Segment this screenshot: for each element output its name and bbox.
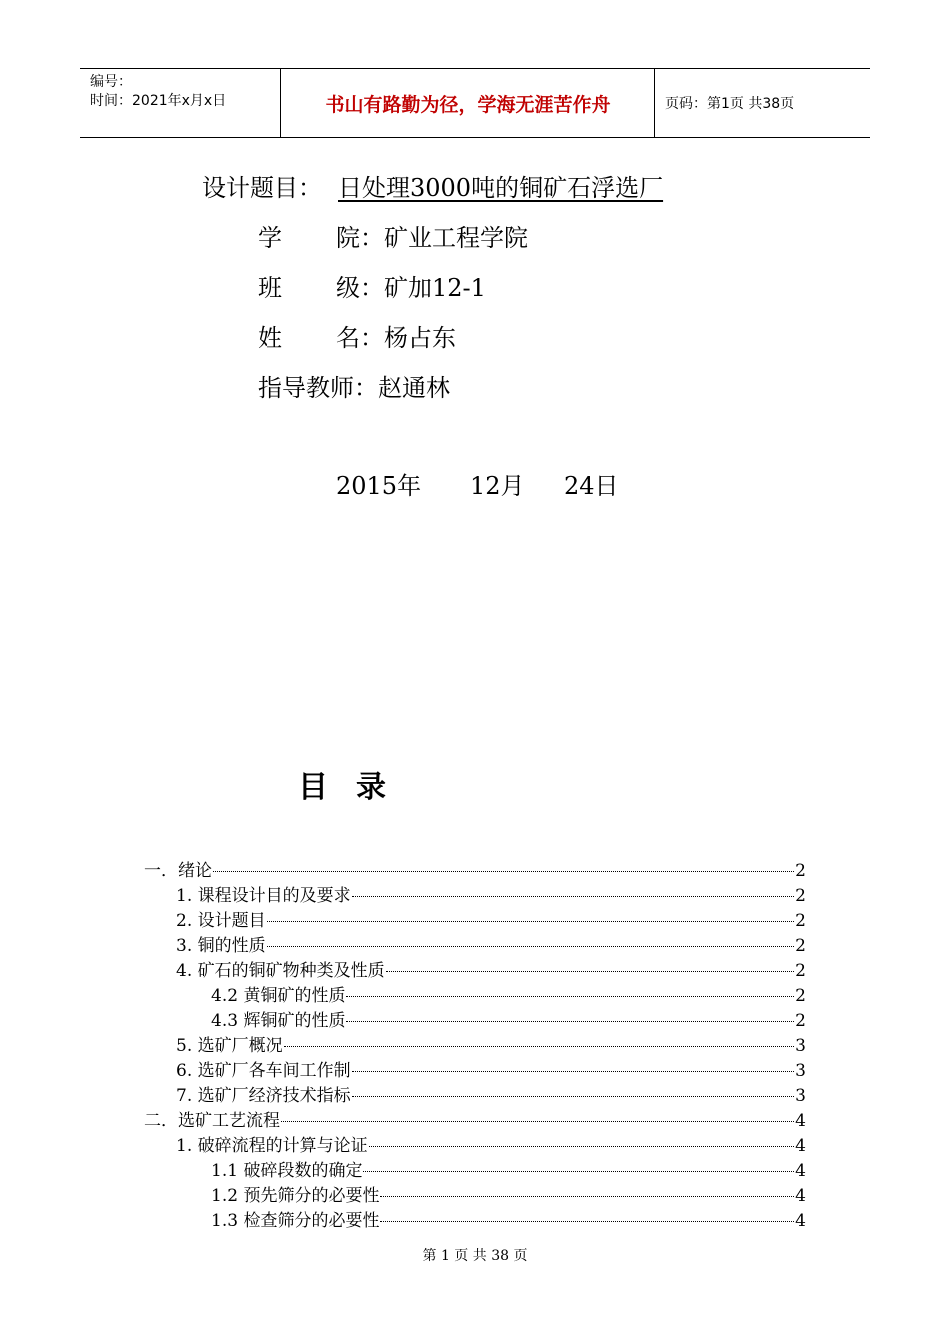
college-label-b: 院：	[336, 224, 384, 252]
toc-leader	[352, 896, 795, 897]
toc-entry[interactable]	[211, 1206, 806, 1230]
toc-leader	[369, 1146, 795, 1147]
advisor-label: 指导教师：	[258, 374, 378, 402]
toc-leader	[363, 1171, 794, 1172]
toc-title-a: 目	[298, 770, 328, 805]
toc-entry[interactable]	[176, 956, 806, 980]
date-month: 12月	[470, 472, 525, 500]
toc-leader	[267, 946, 795, 947]
toc-entry[interactable]	[176, 1031, 806, 1055]
college-value: 矿业工程学院	[384, 224, 528, 252]
college-label-a: 学	[258, 224, 282, 252]
advisor-value: 赵通林	[378, 374, 450, 402]
header-number: 编号：	[90, 74, 132, 90]
toc-entry-page: 2	[795, 861, 806, 881]
design-topic-value: 日处理3000吨的铜矿石浮选厂	[338, 174, 664, 202]
toc-entry[interactable]	[144, 856, 806, 880]
toc-leader	[386, 971, 795, 972]
toc-leader	[213, 871, 794, 872]
toc-entry-text: 1.2 预先筛分的必要性	[211, 1186, 380, 1206]
toc-entry[interactable]	[176, 1056, 806, 1080]
toc-entry-page: 2	[795, 886, 806, 906]
toc-leader	[284, 1046, 795, 1047]
name-value: 杨占东	[384, 324, 456, 352]
name-line	[258, 318, 456, 353]
toc-entry-text: 1.3 检查筛分的必要性	[211, 1211, 380, 1231]
page-footer: 第 1 页 共 38 页	[422, 1248, 528, 1264]
toc-leader	[281, 1121, 794, 1122]
toc-title-b: 录	[356, 770, 386, 805]
toc-entry-text: 4. 矿石的铜矿物种类及性质	[176, 961, 385, 981]
name-label-b: 名：	[336, 324, 384, 352]
toc-entry[interactable]	[211, 1181, 806, 1205]
toc-entry-page: 4	[795, 1111, 806, 1131]
toc-entry-page: 2	[795, 936, 806, 956]
toc-entry[interactable]	[176, 906, 806, 930]
toc-entry-page: 2	[795, 911, 806, 931]
class-label-b: 级：	[336, 274, 384, 302]
toc-entry-page: 3	[795, 1086, 806, 1106]
design-topic-line	[202, 168, 663, 203]
class-label-a: 班	[258, 274, 282, 302]
header-page-info: 页码：第1页 共38页	[665, 96, 795, 112]
toc-entry-text: 7. 选矿厂经济技术指标	[176, 1086, 351, 1106]
page-header	[80, 68, 870, 138]
toc-entry-text: 1.1 破碎段数的确定	[211, 1161, 363, 1181]
toc-entry[interactable]	[176, 881, 806, 905]
class-line	[258, 268, 486, 303]
design-topic-label: 设计题目：	[202, 174, 322, 202]
toc-entry-text: 3. 铜的性质	[176, 936, 266, 956]
toc-entry[interactable]	[144, 1106, 806, 1130]
toc-entry-page: 3	[795, 1061, 806, 1081]
toc-entry-text: 2. 设计题目	[176, 911, 266, 931]
date-line	[336, 466, 619, 501]
toc-title	[298, 762, 386, 806]
header-meta-cell	[80, 69, 281, 137]
toc-entry-page: 2	[795, 961, 806, 981]
toc-leader	[352, 1096, 795, 1097]
toc-entry-text: 一．绪论	[144, 861, 212, 881]
toc-leader	[346, 996, 794, 997]
date-day: 24日	[564, 472, 619, 500]
toc-entry-page: 4	[795, 1161, 806, 1181]
toc-entry-text: 1. 破碎流程的计算与论证	[176, 1136, 368, 1156]
toc-leader	[346, 1021, 794, 1022]
toc-entry-text: 二．选矿工艺流程	[144, 1111, 280, 1131]
toc-leader	[380, 1196, 794, 1197]
toc-entry-text: 6. 选矿厂各车间工作制	[176, 1061, 351, 1081]
toc-entry-page: 2	[795, 1011, 806, 1031]
toc-entry-text: 4.2 黄铜矿的性质	[211, 986, 346, 1006]
header-motto: 书山有路勤为径，学海无涯苦作舟	[282, 69, 655, 137]
toc-entry-page: 3	[795, 1036, 806, 1056]
toc-entry[interactable]	[211, 1006, 806, 1030]
toc-entry[interactable]	[176, 1081, 806, 1105]
date-year: 2015年	[336, 472, 422, 500]
college-line	[258, 218, 528, 253]
header-time: 时间：2021年x月x日	[90, 93, 227, 109]
toc-entry[interactable]	[211, 1156, 806, 1180]
toc-entry-text: 5. 选矿厂概况	[176, 1036, 283, 1056]
toc-entry-page: 4	[795, 1211, 806, 1231]
toc-leader	[352, 1071, 795, 1072]
name-label-a: 姓	[258, 324, 282, 352]
toc-leader	[267, 921, 795, 922]
advisor-line	[258, 368, 450, 403]
toc-entry-page: 4	[795, 1136, 806, 1156]
toc-entry[interactable]	[176, 1131, 806, 1155]
class-value: 矿加12-1	[384, 274, 486, 302]
toc-entry-text: 4.3 辉铜矿的性质	[211, 1011, 346, 1031]
toc-entry-text: 1. 课程设计目的及要求	[176, 886, 351, 906]
toc-entry[interactable]	[211, 981, 806, 1005]
toc-entry[interactable]	[176, 931, 806, 955]
toc-entry-page: 2	[795, 986, 806, 1006]
toc-leader	[380, 1221, 794, 1222]
toc-entry-page: 4	[795, 1186, 806, 1206]
